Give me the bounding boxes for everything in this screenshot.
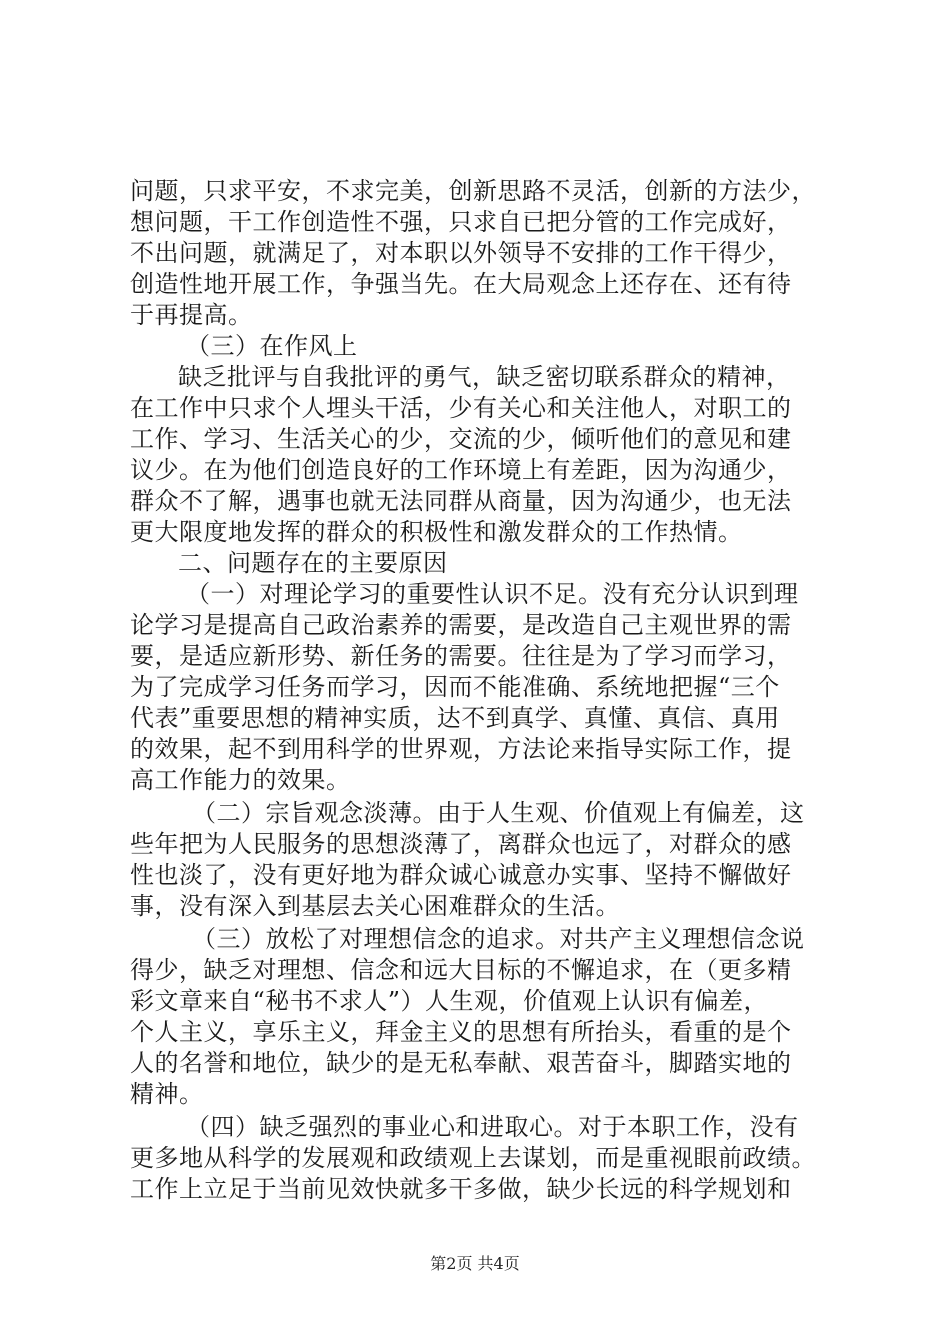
paragraph-start: 缺乏批评与自我批评的勇气，缺乏密切联系群众的精神， (178, 363, 791, 391)
text-line: 些年把为人民服务的思想淡薄了，离群众也远了，对群众的感 (130, 830, 792, 858)
text-line: 更多地从科学的发展观和政绩观上去谋划，而是重视眼前政绩。 (130, 1144, 816, 1172)
text-line: 得少，缺乏对理想、信念和远大目标的不懈追求，在（更多精 (130, 956, 792, 984)
section-heading: （三）在作风上 (186, 332, 358, 360)
text-line: 代表”重要思想的精神实质，达不到真学、真懂、真信、真用 (130, 704, 780, 732)
text-line: 更大限度地发挥的群众的积极性和激发群众的工作热情。 (130, 518, 743, 546)
document-body (130, 176, 830, 1205)
text-line: 人的名誉和地位，缺少的是无私奉献、艰苦奋斗，脚踏实地的 (130, 1049, 792, 1077)
text-line: 问题，只求平安，不求完美，创新思路不灵活，创新的方法少， (130, 177, 816, 205)
text-line: 于再提高。 (130, 301, 253, 329)
text-line: 群众不了解，遇事也就无法同群从商量，因为沟通少，也无法 (130, 487, 792, 515)
text-line: 个人主义，享乐主义，拜金主义的思想有所抬头，看重的是个 (130, 1018, 792, 1046)
section-heading: 二、问题存在的主要原因 (178, 549, 448, 577)
text-line: 在工作中只求个人埋头干活，少有关心和关注他人，对职工的 (130, 394, 792, 422)
text-line: 创造性地开展工作，争强当先。在大局观念上还存在、还有待 (130, 270, 792, 298)
text-line: 高工作能力的效果。 (130, 766, 351, 794)
text-line: 事，没有深入到基层去关心困难群众的生活。 (130, 892, 620, 920)
text-line: 彩文章来自“秘书不求人”）人生观，价值观上认识有偏差， (130, 987, 769, 1015)
text-line: 论学习是提高自己政治素养的需要，是改造自己主观世界的需 (130, 611, 792, 639)
paragraph-start: （一）对理论学习的重要性认识不足。没有充分认识到理 (186, 580, 799, 608)
text-line: 想问题，干工作创造性不强，只求自已把分管的工作完成好， (130, 208, 792, 236)
text-line: 议少。在为他们创造良好的工作环境上有差距，因为沟通少， (130, 456, 792, 484)
paragraph-start: （三）放松了对理想信念的追求。对共产主义理想信念说 (192, 925, 805, 953)
text-line: 的效果，起不到用科学的世界观，方法论来指导实际工作，提 (130, 735, 792, 763)
paragraph-start: （二）宗旨观念淡薄。由于人生观、价值观上有偏差，这 (192, 799, 805, 827)
page-footer (0, 1251, 950, 1274)
text-line: 要，是适应新形势、新任务的需要。往往是为了学习而学习， (130, 642, 792, 670)
text-line: 精神。 (130, 1080, 204, 1108)
text-line: 不出问题，就满足了，对本职以外领导不安排的工作干得少， (130, 239, 792, 267)
text-line: 工作上立足于当前见效快就多干多做，缺少长远的科学规划和 (130, 1175, 792, 1203)
page-number-label: 第2页 共4页 (430, 1254, 520, 1273)
text-line: 工作、学习、生活关心的少，交流的少，倾听他们的意见和建 (130, 425, 792, 453)
text-line: 为了完成学习任务而学习，因而不能准确、系统地把握“三个 (130, 673, 780, 701)
paragraph-start: （四）缺乏强烈的事业心和进取心。对于本职工作，没有 (186, 1113, 799, 1141)
text-line: 性也淡了，没有更好地为群众诚心诚意办实事、坚持不懈做好 (130, 861, 792, 889)
